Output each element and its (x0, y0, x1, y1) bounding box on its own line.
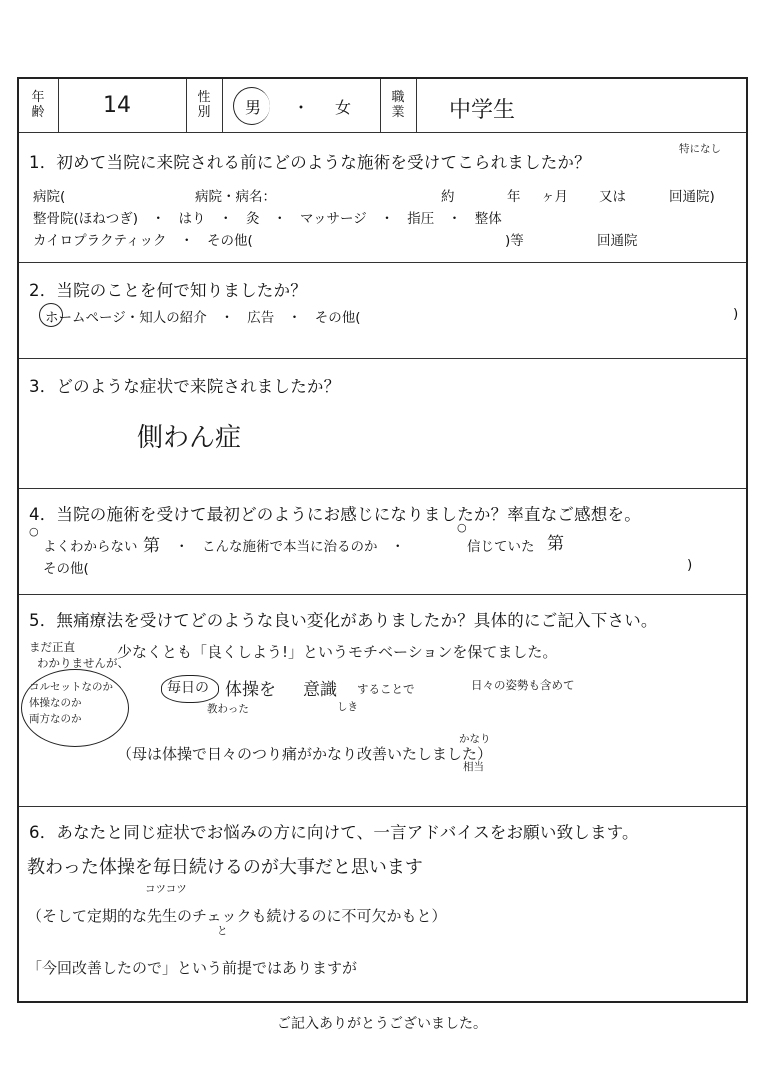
sex-label-cell (187, 79, 223, 132)
q5-line2-d: することで (357, 682, 415, 696)
age-value-cell (59, 79, 187, 132)
q4-opt1-mark: ○ (29, 525, 39, 538)
questionnaire-form (17, 77, 748, 1003)
q4-other-close: ) (687, 557, 693, 573)
q5-line2-b: 体操を (225, 680, 276, 700)
q3-answer: 側わん症 (137, 423, 242, 453)
q5-line2-sub2: しき (337, 701, 358, 713)
q6-line1: 教わった体操を毎日続けるのが大事だと思います (27, 857, 423, 878)
q2-close: ) (733, 306, 739, 322)
q5-line3-sub2: 相当 (463, 761, 484, 773)
q6-section (19, 807, 746, 1003)
q5-question: 5．無痛療法を受けてどのような良い変化がありましたか？具体的にご記入下さい。 (29, 611, 658, 630)
q6-line3: 「今回改善したので」という前提ではありますが (27, 959, 358, 977)
q6-question: 6．あなたと同じ症状でお悩みの方に向けて、一言アドバイスをお願い致します。 (29, 823, 639, 842)
footer-thanks: ご記入ありがとうございました。 (277, 1016, 487, 1032)
age-value: 14 (103, 93, 131, 118)
q1-year: 年 (507, 189, 521, 205)
q5-side-note-2: わかりませんが、 (37, 656, 129, 670)
q2-options: ホームページ・知人の紹介 ・ 広告 ・ その他( (45, 310, 361, 326)
q3-section (19, 359, 746, 489)
q5-side-note-4: 体操なのか (29, 697, 82, 709)
q6-line2: （そして定期的な先生のチェックも続けるのに不可欠かもと） (27, 907, 447, 925)
q5-line2-sub1: 教わった (207, 703, 249, 715)
q1-or: 又は (599, 189, 626, 205)
q5-line1: 少なくとも「良くしよう!」というモチベーションを保てました。 (117, 643, 558, 661)
q4-opt1: よくわからない (43, 539, 138, 555)
q5-section (19, 595, 746, 807)
sex-female: 女 (335, 98, 352, 117)
q1-section (19, 133, 746, 263)
q4-other: その他( (43, 561, 89, 577)
q2-question: 2．当院のことを何で知りましたか？ (29, 281, 307, 300)
q1-etc: )等 (505, 233, 524, 249)
q1-about: 約 (441, 189, 455, 205)
q4-opt1-handwritten: 第 (143, 536, 160, 556)
q4-question: 4．当院の施術を受けて最初どのようにお感じになりましたか？率直なご感想を。 (29, 505, 641, 524)
q5-side-note-5: 両方なのか (29, 713, 82, 725)
q5-side-note-1: まだ正直 (29, 640, 75, 654)
q4-opt2: ・ こんな施術で本当に治るのか ・ (175, 539, 405, 555)
sex-value-cell (223, 79, 381, 132)
q4-section (19, 489, 746, 595)
q6-line2-sub: と (217, 925, 228, 937)
header-row (19, 79, 746, 133)
q1-month: ヶ月 (541, 189, 568, 205)
q1-treatments: 整骨院(ほねつぎ) ・ はり ・ 灸 ・ マッサージ ・ 指圧 ・ 整体 (33, 211, 502, 227)
q1-answer-note: 特になし (679, 143, 721, 155)
age-label-cell (19, 79, 59, 132)
sex-dot: ・ (293, 98, 310, 117)
job-value: 中学生 (449, 98, 516, 123)
q1-hospital: 病院( (33, 189, 66, 205)
job-label: 職 業 (391, 90, 405, 120)
q5-line2-e: 日々の姿勢も含めて (471, 678, 575, 692)
q5-line2-a: 毎日の (167, 680, 209, 696)
job-label-cell (381, 79, 417, 132)
q4-opt3: 信じていた (467, 539, 535, 555)
sex-male: 男 (245, 98, 262, 117)
q1-visits-2: 回通院 (597, 233, 638, 249)
q1-question: 1．初めて当院に来院される前にどのような施術を受けてこられましたか？ (29, 153, 591, 172)
q1-visits: 回通院) (669, 189, 715, 205)
q3-question: 3．どのような症状で来院されましたか？ (29, 377, 341, 396)
q5-line3-sub1: かなり (459, 733, 491, 745)
q1-hospital-name: 病院・病名： (195, 189, 276, 205)
q6-line1-sub: コツコツ (145, 883, 187, 895)
q4-opt3-mark: ○ (457, 521, 467, 534)
q5-line3: （母は体操で日々のつり痛がかなり改善いたしました） (117, 745, 493, 763)
q2-section (19, 263, 746, 359)
q1-chiro-other: カイロプラクティック ・ その他( (33, 233, 253, 249)
q5-line2-c: 意識 (303, 680, 337, 700)
sex-label: 性 別 (197, 90, 211, 120)
age-label: 年 齢 (31, 90, 45, 120)
q4-opt3-handwritten: 第 (547, 534, 564, 554)
q5-side-note-3: コルセットなのか (29, 681, 113, 693)
